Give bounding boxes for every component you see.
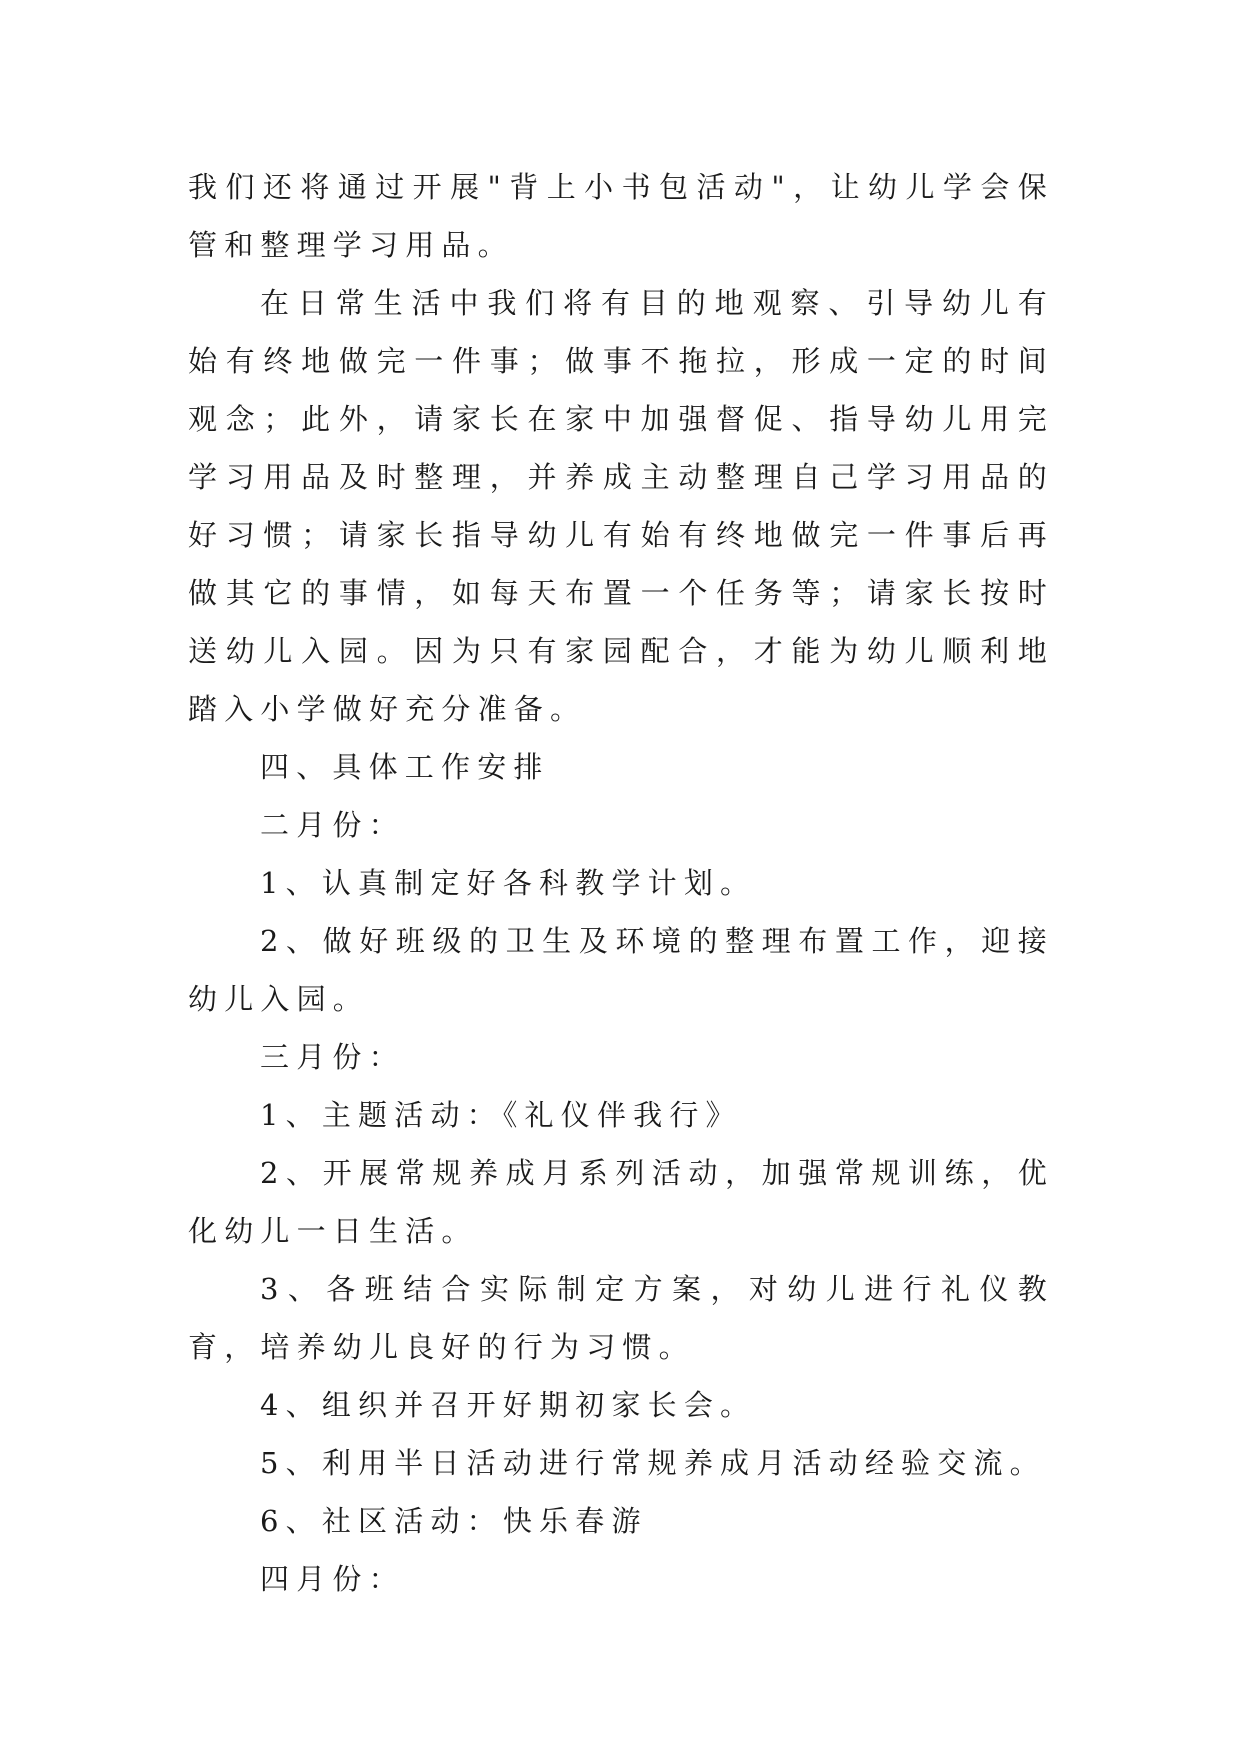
list-item: 1、认真制定好各科教学计划。 bbox=[260, 866, 757, 900]
paragraph-continued: 我们还将通过开展"背上小书包活动"，让幼儿学会保管和整理学习用品。 bbox=[188, 170, 1054, 262]
month-heading-march: 三月份： bbox=[260, 1040, 405, 1074]
section-heading-work-schedule: 四、具体工作安排 bbox=[260, 750, 550, 784]
list-item: 6、社区活动：快乐春游 bbox=[260, 1504, 648, 1538]
list-item: 3、各班结合实际制定方案，对幼儿进行礼仪教育，培养幼儿良好的行为习惯。 bbox=[188, 1272, 1054, 1364]
list-item: 1、主题活动：《礼仪伴我行》 bbox=[260, 1098, 742, 1132]
list-item: 2、做好班级的卫生及环境的整理布置工作，迎接幼儿入园。 bbox=[188, 924, 1054, 1016]
list-item: 4、组织并召开好期初家长会。 bbox=[260, 1388, 757, 1422]
month-heading-february: 二月份： bbox=[260, 808, 405, 842]
list-item: 5、利用半日活动进行常规养成月活动经验交流。 bbox=[260, 1446, 1046, 1480]
document-page bbox=[188, 158, 1054, 1608]
list-item: 2、开展常规养成月系列活动，加强常规训练，优化幼儿一日生活。 bbox=[188, 1156, 1054, 1248]
month-heading-april: 四月份： bbox=[260, 1562, 405, 1596]
paragraph-daily-life-guidance: 在日常生活中我们将有目的地观察、引导幼儿有始有终地做完一件事；做事不拖拉，形成一定的时间观念；此外，请家长在家中加强督促、指导幼儿用完学习用品及时整理，并养成主动整理自己学习用品的好习惯；请家长指导幼儿有始有终地做完一件事后再做其它的事情，如每天布置一个任务等；请家长按时送幼儿入园。因为只有家园配合，才能为幼儿顺利地踏入小学做好充分准备。 bbox=[188, 286, 1054, 726]
